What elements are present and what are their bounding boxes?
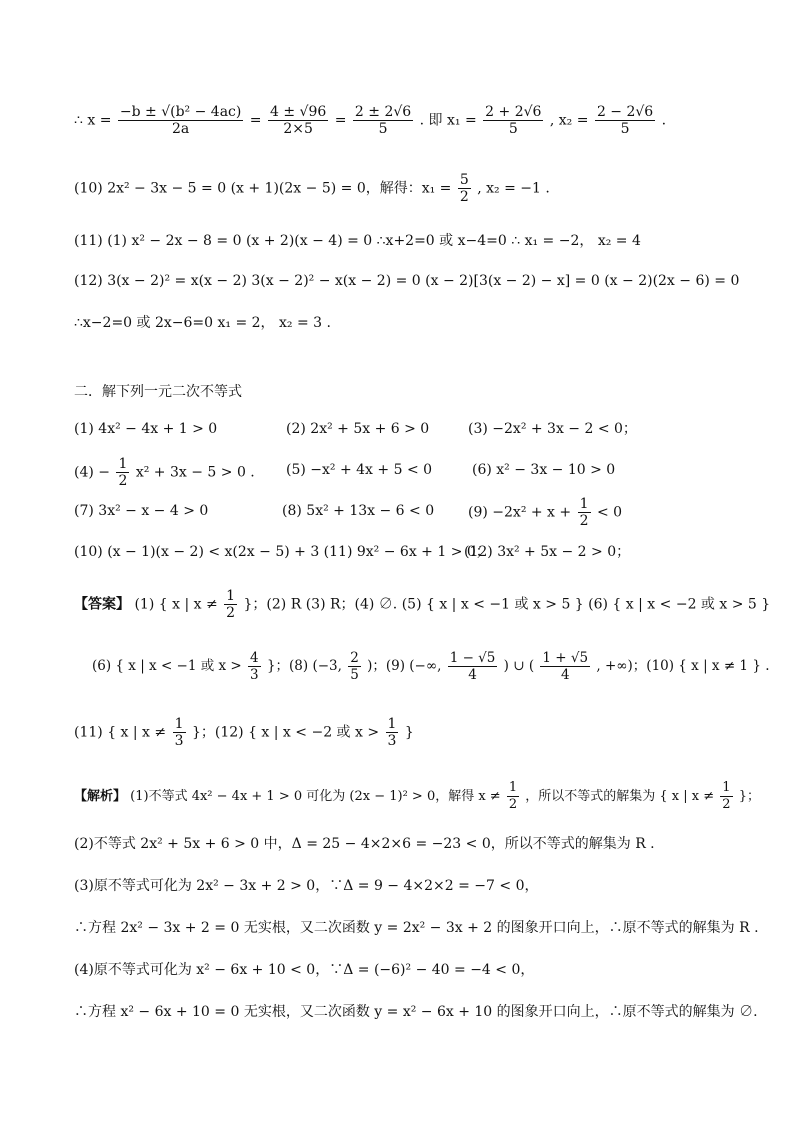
answer-label: 【答案】 bbox=[74, 596, 130, 613]
inequality-item: (2) 2x² + 5x + 6 > 0 bbox=[286, 421, 430, 437]
fraction: $\frac{1}{3}$ bbox=[387, 716, 397, 749]
fraction: $\frac{1 + √5}{4}$ bbox=[542, 650, 589, 683]
solution-line-11: (11) (1) x² − 2x − 8 = 0 (x + 2)(x − 4) = 0 ∴x+2=0 或 x−4=0 ∴ x₁ = −2， x₂ = 4 bbox=[74, 233, 641, 249]
solution-line-13: ∴x−2=0 或 2x−6=0 x₁ = 2， x₂ = 3 . bbox=[74, 315, 331, 331]
analysis-label: 【解析】 bbox=[74, 789, 127, 804]
fraction: $\frac{2 + 2√6}{5}$ bbox=[485, 104, 542, 137]
fraction: $\frac{1 - √5}{4}$ bbox=[449, 650, 496, 683]
answer-line-2: (6) { x | x < −1 或 x > $\frac{4}{3}$ }；(8) (−3, $\frac{2}{5}$ )；(9) (−∞, $\frac{1 - √5}{4}$ ) ∪ ( $\frac{1 + √5}{4}$ , +∞)；(10) { x | x ≠ 1 } . bbox=[92, 650, 770, 683]
fraction: $\frac{1}{2}$ bbox=[722, 780, 731, 812]
answer-line-1: 【答案】 (1) { x | x ≠ $\frac{1}{2}$ }；(2) R (3) R；(4) ∅. (5) { x | x < −1 或 x > 5 } (6) { x | x < −2 或 x > 5 } bbox=[74, 588, 771, 621]
fraction: $\frac{1}{2}$ bbox=[118, 456, 128, 489]
inequality-item: (8) 5x² + 13x − 6 < 0 bbox=[282, 503, 435, 519]
analysis-line-4: ∴方程 2x² − 3x + 2 = 0 无实根，又二次函数 y = 2x² − 3x + 2 的图象开口向上，∴原不等式的解集为 R . bbox=[74, 920, 759, 936]
inequality-item: (6) x² − 3x − 10 > 0 bbox=[472, 462, 616, 478]
fraction: $\frac{4}{3}$ bbox=[250, 650, 259, 683]
fraction: $\frac{1}{2}$ bbox=[508, 780, 518, 812]
fraction: $\frac{4 \pm √96}{2\times 5}$ bbox=[270, 104, 327, 137]
solution-line-12: (12) 3(x − 2)² = x(x − 2) 3(x − 2)² − x(x − 2) = 0 (x − 2)[3(x − 2) − x] = 0 (x − 2)(2x − 6) = 0 bbox=[74, 273, 740, 289]
analysis-line-1: 【解析】 (1)不等式 4x² − 4x + 1 > 0 可化为 (2x − 1)² > 0，解得 x ≠ $\frac{1}{2}$ ，所以不等式的解集为 { x | x ≠ $\frac{1}{2}$ }； bbox=[74, 780, 760, 812]
inequality-item: (12) 3x² + 5x − 2 > 0； bbox=[464, 544, 631, 560]
fraction: $\frac{1}{2}$ bbox=[579, 496, 589, 529]
fraction: $\frac{2}{5}$ bbox=[350, 650, 359, 683]
answer-line-3: (11) { x | x ≠ $\frac{1}{3}$ }；(12) { x | x < −2 或 x > $\frac{1}{3}$ } bbox=[74, 716, 414, 749]
formula-prefix: ∴ x = bbox=[74, 112, 112, 129]
fraction: $\frac{1}{3}$ bbox=[174, 716, 184, 749]
analysis-line-3: (3)原不等式可化为 2x² − 3x + 2 > 0，∵Δ = 9 − 4×2×2 = −7 < 0， bbox=[74, 878, 539, 894]
solution-line-9: ∴ x = $\frac{\text{−b ± √(b² − 4ac)}}{2a}$ = $\frac{4 \pm √96}{2\times 5}$ = $\frac{2 \pm 2√6}{5}$ . 即 x₁ = $\frac{2 + 2√6}{5}$ , x₂ = $\frac{2 - 2√6}{5}$ . bbox=[74, 104, 667, 137]
solution-line-10: (10) 2x² − 3x − 5 = 0 (x + 1)(2x − 5) = 0，解得：x₁ = $\frac{5}{2}$ , x₂ = −1 . bbox=[74, 172, 550, 205]
inequality-item: (9) −2x² + x + $\frac{1}{2}$ < 0 bbox=[468, 496, 623, 529]
inequality-item: (4) − $\frac{1}{2}$ x² + 3x − 5 > 0 . bbox=[74, 456, 255, 489]
analysis-line-2: (2)不等式 2x² + 5x + 6 > 0 中，Δ = 25 − 4×2×6 = −23 < 0，所以不等式的解集为 R . bbox=[74, 836, 655, 852]
inequality-item: (10) (x − 1)(x − 2) < x(2x − 5) + 3 (11) 9x² − 6x + 1 > 0； bbox=[74, 544, 490, 560]
root-x2-label: , x₂ = bbox=[549, 112, 589, 129]
root-x1-label: . 即 x₁ = bbox=[419, 112, 477, 129]
fraction: $\frac{2 \pm 2√6}{5}$ bbox=[354, 104, 412, 137]
inequality-item: (5) −x² + 4x + 5 < 0 bbox=[286, 462, 433, 478]
fraction: $\frac{2 - 2√6}{5}$ bbox=[596, 104, 654, 137]
analysis-line-6: ∴方程 x² − 6x + 10 = 0 无实根，又二次函数 y = x² − 6x + 10 的图象开口向上，∴原不等式的解集为 ∅. bbox=[74, 1004, 758, 1020]
fraction: $\frac{1}{2}$ bbox=[226, 588, 236, 621]
fraction: $\frac{\text{−b ± √(b² − 4ac)}}{2a}$ bbox=[119, 104, 242, 137]
analysis-line-5: (4)原不等式可化为 x² − 6x + 10 < 0，∵Δ = (−6)² − 40 = −4 < 0， bbox=[74, 962, 535, 978]
inequality-item: (7) 3x² − x − 4 > 0 bbox=[74, 503, 209, 519]
inequality-item: (1) 4x² − 4x + 1 > 0 bbox=[74, 421, 218, 437]
section-heading: 二．解下列一元二次不等式 bbox=[74, 384, 242, 400]
fraction: $\frac{5}{2}$ bbox=[459, 172, 469, 205]
inequality-item: (3) −2x² + 3x − 2 < 0； bbox=[468, 421, 637, 437]
